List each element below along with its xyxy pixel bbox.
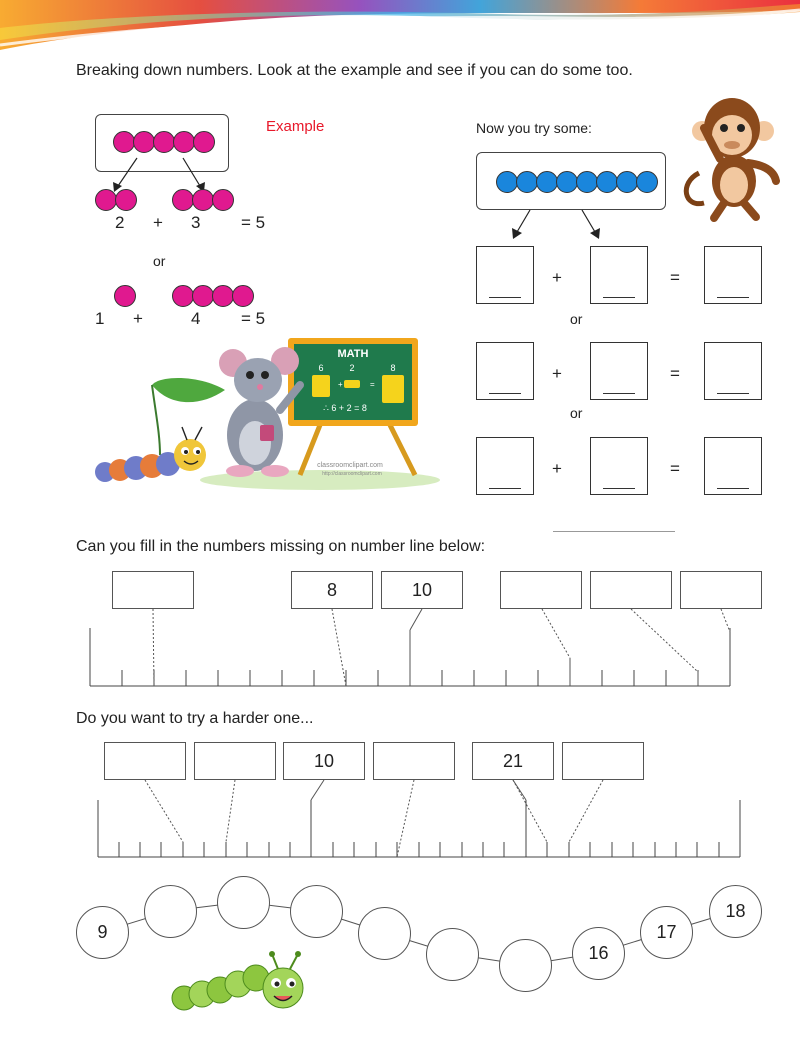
example-label: Example <box>266 118 325 135</box>
svg-text:2: 2 <box>349 363 355 373</box>
watermark-sub: http://classroomclipart.com <box>322 471 382 477</box>
try-title: Now you try some: <box>476 120 592 136</box>
try-equals-1: = <box>670 268 680 287</box>
example-row2-b: 4 <box>191 309 201 328</box>
example-row2-op: + <box>133 309 143 328</box>
nl2-box-5[interactable]: 21 <box>472 742 554 780</box>
chain-circle-10[interactable]: 18 <box>709 885 762 938</box>
try-plus-1: + <box>552 268 562 287</box>
chain-circle-7[interactable] <box>499 939 552 992</box>
try-plus-2: + <box>552 364 562 383</box>
chalkboard-equation: ∴ 6 + 2 = 8 <box>323 403 367 413</box>
example-row1-a: 2 <box>115 213 125 232</box>
example-row1-op: + <box>153 213 163 232</box>
chain-circle-6[interactable] <box>426 928 479 981</box>
number-line-1-title: Can you fill in the numbers missing on number line below: <box>76 538 486 555</box>
try-plus-3: + <box>552 459 562 478</box>
watermark: classroomclipart.com <box>317 462 383 469</box>
nl1-box-2[interactable]: 8 <box>291 571 373 609</box>
chain-circle-2[interactable] <box>144 885 197 938</box>
svg-text:=: = <box>370 380 375 389</box>
try-or-2: or <box>570 405 583 421</box>
instructions-text: Breaking down numbers. Look at the example and see if you can do some too. <box>76 62 633 79</box>
svg-text:+: + <box>338 380 343 389</box>
svg-text:6: 6 <box>318 363 324 373</box>
nl2-box-3[interactable]: 10 <box>283 742 365 780</box>
number-line-2-title: Do you want to try a harder one... <box>76 710 314 727</box>
example-row1-eq: = 5 <box>241 213 266 232</box>
chalkboard-title: MATH <box>337 348 369 360</box>
chain-circle-9[interactable]: 17 <box>640 906 693 959</box>
example-row2-a: 1 <box>95 309 105 328</box>
chain-circle-3[interactable] <box>217 876 270 929</box>
svg-text:8: 8 <box>390 363 396 373</box>
chain-circle-5[interactable] <box>358 907 411 960</box>
example-row2-eq: = 5 <box>241 309 266 328</box>
chain-circle-1[interactable]: 9 <box>76 906 129 959</box>
try-equals-2: = <box>670 364 680 383</box>
chain-circle-4[interactable] <box>290 885 343 938</box>
try-or-1: or <box>570 311 583 327</box>
example-or: or <box>153 253 166 269</box>
green-caterpillar-icon <box>170 950 310 1020</box>
try-equals-3: = <box>670 459 680 478</box>
nl1-box-3[interactable]: 10 <box>381 571 463 609</box>
chain-circle-8[interactable]: 16 <box>572 927 625 980</box>
example-row1-b: 3 <box>191 213 201 232</box>
